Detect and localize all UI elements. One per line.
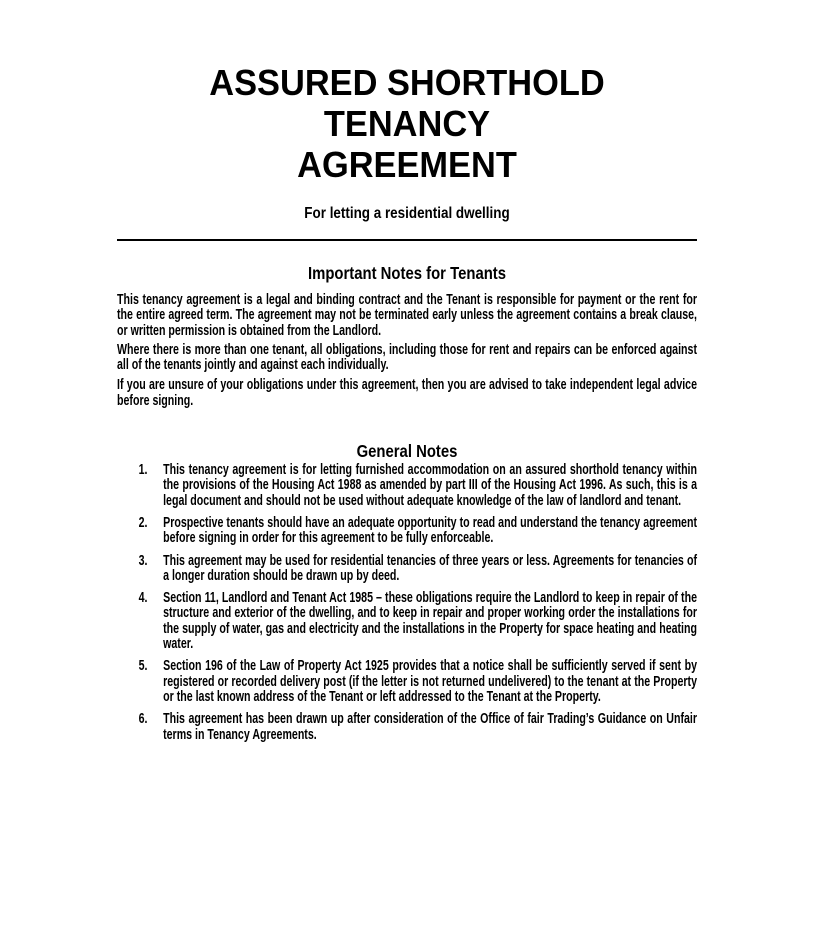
title-line: TENANCY (323, 103, 491, 144)
list-item (117, 591, 697, 652)
list-item-number: 2. (138, 514, 148, 531)
title-line: ASSURED SHORTHOLD (209, 62, 605, 103)
list-item-number: 1. (138, 462, 148, 479)
list-item (117, 712, 697, 743)
document-subtitle: For letting a residential dwelling (304, 205, 510, 222)
list-item-number: 4. (138, 590, 148, 607)
list-item-number: 5. (138, 658, 148, 675)
horizontal-divider (117, 239, 697, 241)
general-notes-list (117, 463, 697, 743)
list-item (117, 516, 697, 547)
paragraph-tenancy-contract: This tenancy agreement is a legal and binding contract and the Tenant is responsible for payment or the rent for the entire agreed term. The agreement may not be terminated early unless the agreement contains a break clause, or written permission is obtained from the Landlord. (117, 292, 698, 339)
list-item-text: Section 11, Landlord and Tenant Act 1985 – these obligations require the Landlord to keep in repair of the structure and exterior of the dwelling, and to keep in repair and proper working order the installations for the supply of water, gas and electricity and the installations in the Property for space heating and heating water. (163, 590, 698, 653)
list-item-text: This agreement may be used for residential tenancies of three years or less. Agreements for tenancies of a longer duration should be drawn up by deed. (163, 552, 698, 584)
paragraph-legal-advice: If you are unsure of your obligations under this agreement, then you are advised to take independent legal advice before signing. (117, 377, 698, 409)
paragraph-joint-obligations: Where there is more than one tenant, all obligations, including those for rent and repairs can be enforced against all of the tenants jointly and against each individually. (117, 341, 698, 374)
list-item (117, 554, 697, 585)
title-line: AGREEMENT (297, 144, 517, 185)
list-item-text: This agreement has been drawn up after consideration of the Office of fair Trading’s Guidance on Unfair terms in Tenancy Agreements. (163, 711, 698, 743)
list-item-number: 3. (138, 552, 148, 569)
list-item-number: 6. (138, 711, 148, 728)
page-title (130, 62, 684, 185)
section-heading-general-notes: General Notes (356, 441, 458, 462)
document-content (117, 0, 697, 743)
list-item-text: Section 196 of the Law of Property Act 1925 provides that a notice shall be sufficiently served if sent by registered or recorded delivery post (if the letter is not returned undelivered) to the tenant at the Property or the last known address of the Tenant or left addressed to the Tenant at the Property. (163, 658, 698, 705)
section-heading-important-notes: Important Notes for Tenants (307, 263, 507, 283)
list-item (117, 463, 697, 509)
list-item (117, 659, 697, 705)
list-item-text: This tenancy agreement is for letting furnished accommodation on an assured shorthold tenancy within the provisions of the Housing Act 1988 as amended by part III of the Housing Act 1996. As such, this is a legal document and should not be used without adequate knowledge of the law of landlord and tenant. (163, 462, 698, 509)
list-item-text: Prospective tenants should have an adequate opportunity to read and understand the tenancy agreement before signing in order for this agreement to be fully enforceable. (163, 514, 698, 547)
